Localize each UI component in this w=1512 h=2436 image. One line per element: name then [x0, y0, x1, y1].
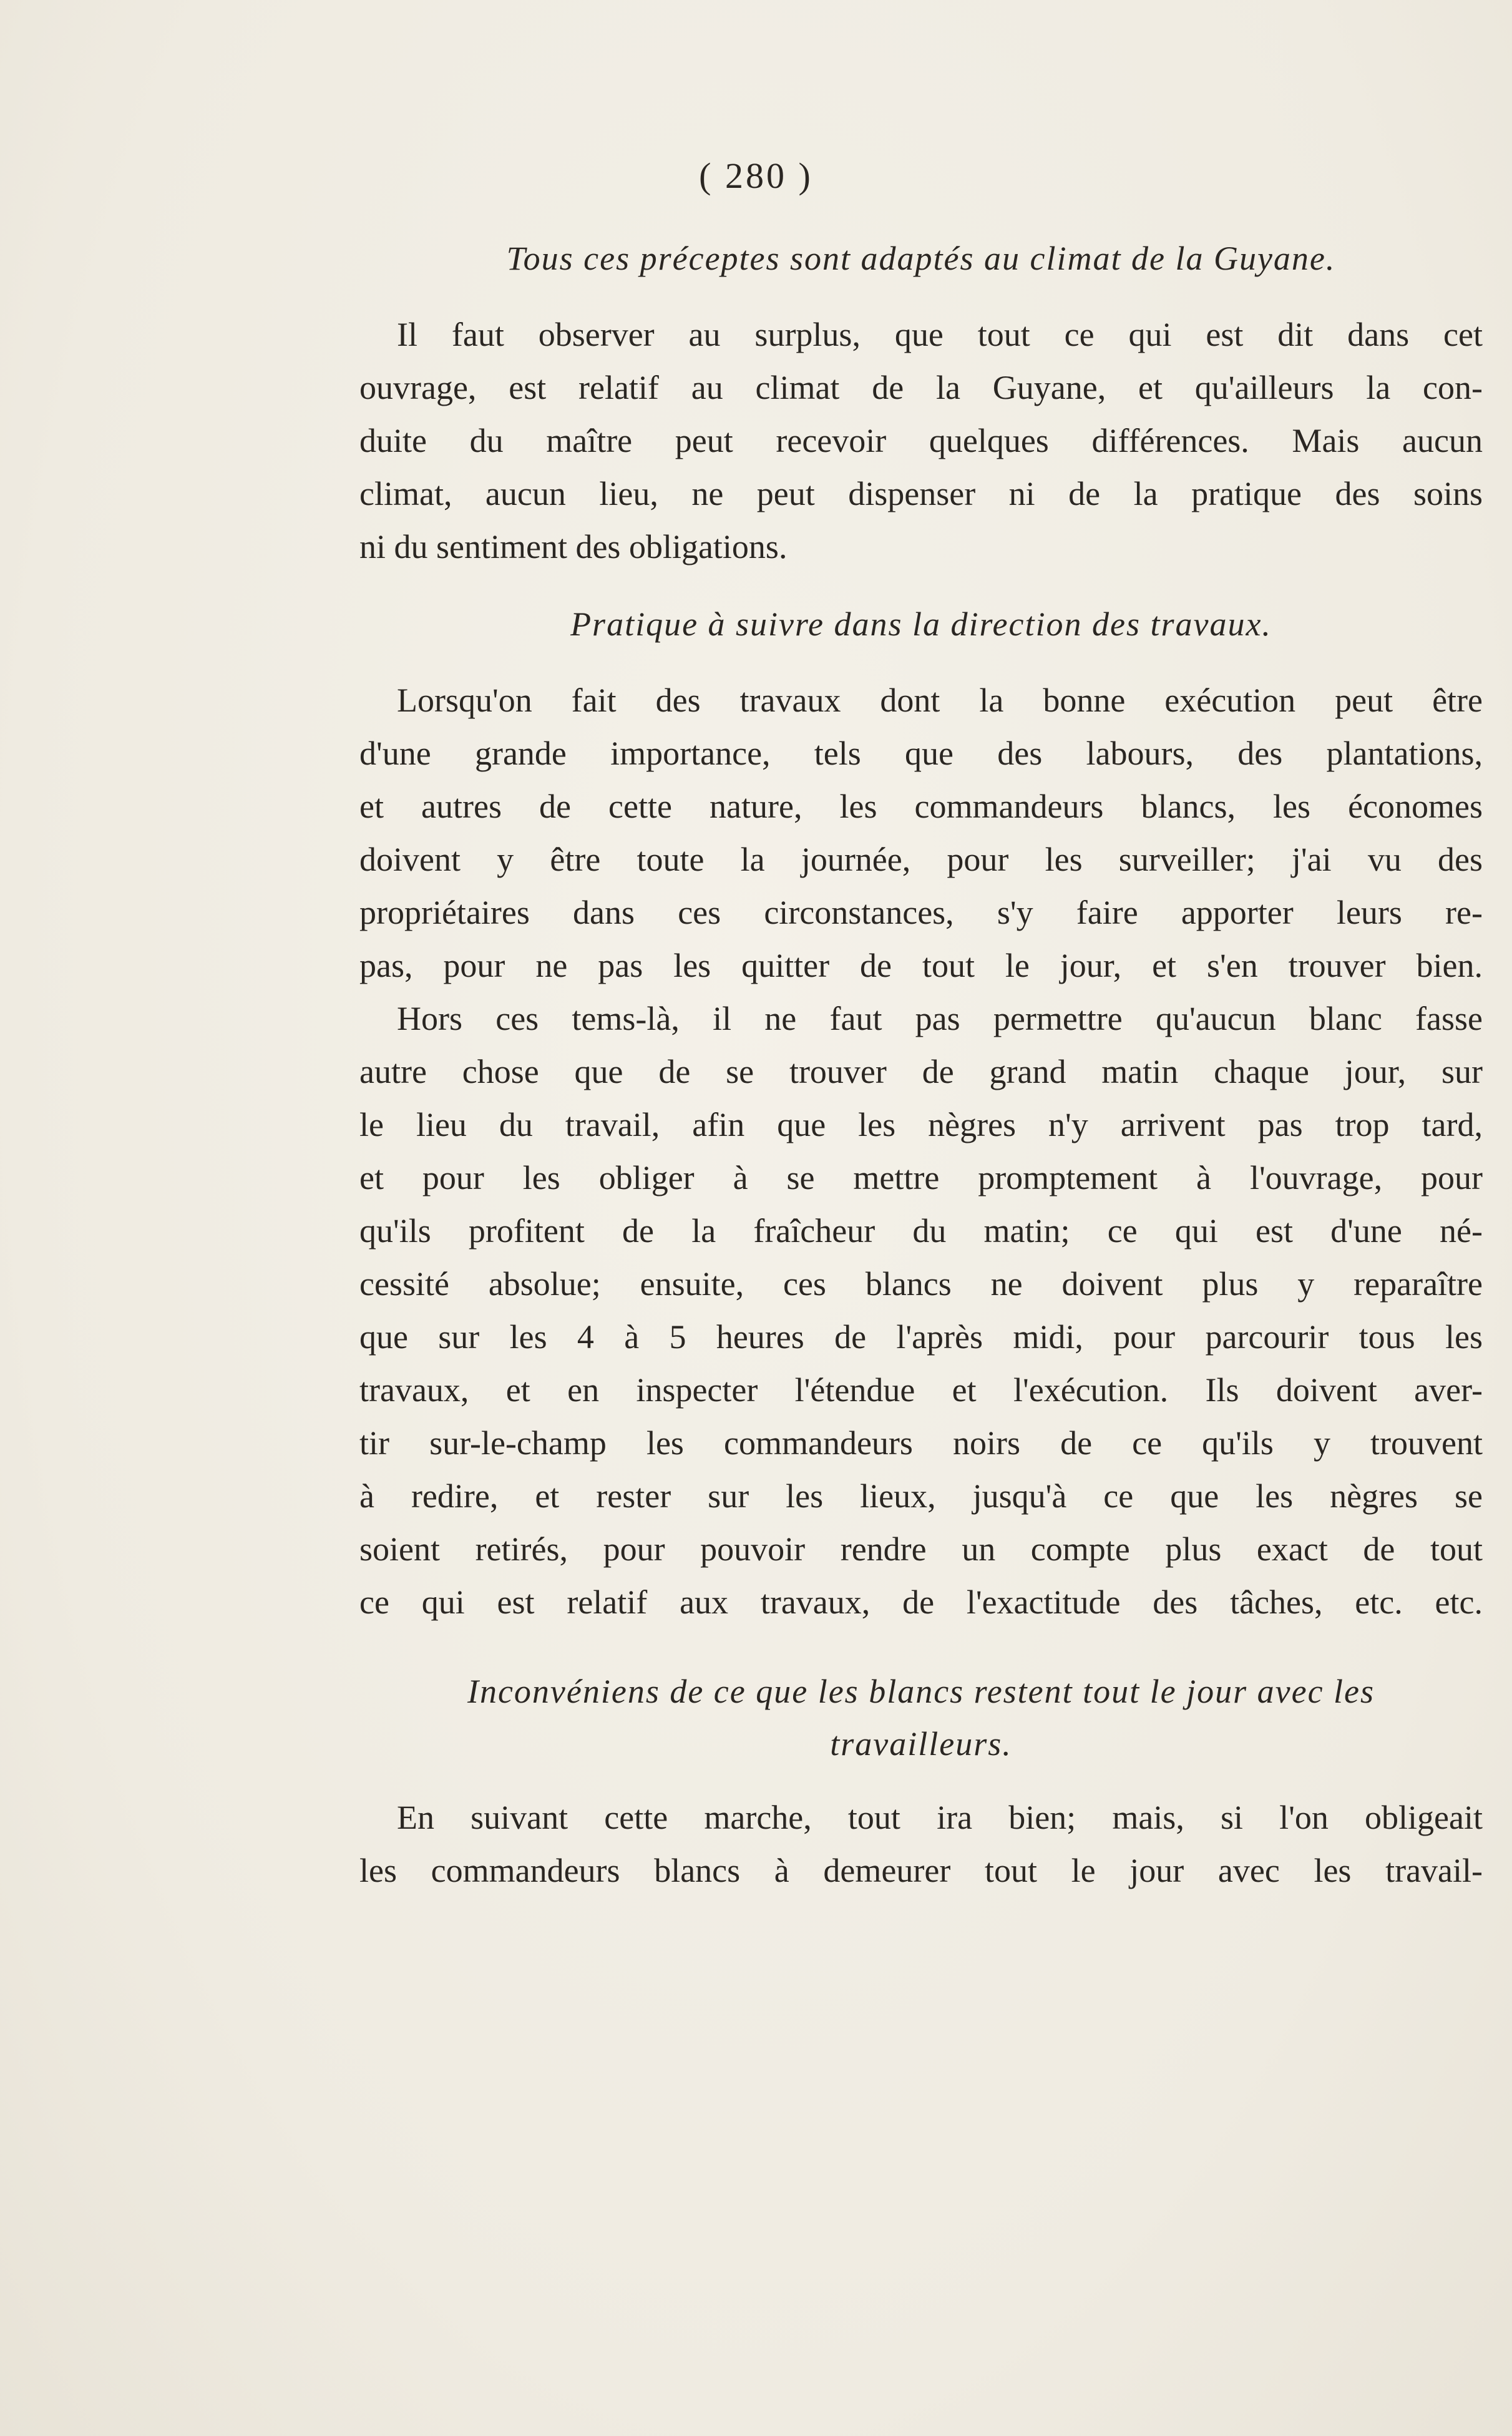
- heading-climate: [359, 232, 1483, 285]
- text-line: ce qui est relatif aux travaux, de l'exactitude des tâches, etc. etc.: [359, 1583, 1483, 1621]
- text-line: tir sur-le-champ les commandeurs noirs de ce qu'ils y trouvent: [359, 1424, 1483, 1462]
- section-heading-line: travailleurs.: [830, 1725, 1012, 1763]
- text-line: climat, aucun lieu, ne peut dispenser ni de la pratique des soins: [359, 475, 1483, 512]
- heading-practice: [359, 598, 1483, 650]
- paragraph-climate: [359, 308, 1483, 574]
- paragraph-practice: [359, 674, 1483, 1629]
- section-heading-line: Inconvéniens de ce que les blancs restent tout le jour avec les: [467, 1673, 1375, 1710]
- text-line: ni du sentiment des obligations.: [359, 528, 788, 565]
- text-line: doivent y être toute la journée, pour les surveiller; j'ai vu des: [359, 841, 1483, 878]
- text-line: et autres de cette nature, les commandeurs blancs, les économes: [359, 788, 1483, 825]
- text-line: autre chose que de se trouver de grand matin chaque jour, sur: [359, 1053, 1483, 1090]
- text-line: d'une grande importance, tels que des labours, des plantations,: [359, 735, 1483, 772]
- text-line: En suivant cette marche, tout ira bien; mais, si l'on obligeait: [397, 1799, 1483, 1836]
- text-line: le lieu du travail, afin que les nègres n'y arrivent pas trop tard,: [359, 1106, 1483, 1143]
- text-line: travaux, et en inspecter l'étendue et l'exécution. Ils doivent aver-: [359, 1371, 1483, 1409]
- text-line: soient retirés, pour pouvoir rendre un compte plus exact de tout: [359, 1530, 1483, 1568]
- text-line: qu'ils profitent de la fraîcheur du matin; ce qui est d'une né-: [359, 1212, 1483, 1250]
- page-number: ( 280 ): [699, 155, 813, 196]
- text-line: cessité absolue; ensuite, ces blancs ne doivent plus y reparaître: [359, 1265, 1483, 1303]
- text-line: Il faut observer au surplus, que tout ce qui est dit dans cet: [397, 316, 1483, 353]
- text-line: ouvrage, est relatif au climat de la Guyane, et qu'ailleurs la con-: [359, 369, 1483, 406]
- heading-inconveniences: [359, 1665, 1483, 1770]
- text-line: Hors ces tems-là, il ne faut pas permettre qu'aucun blanc fasse: [397, 1000, 1483, 1037]
- section-heading: Tous ces préceptes sont adaptés au climat de la Guyane.: [506, 240, 1336, 277]
- text-line: duite du maître peut recevoir quelques différences. Mais aucun: [359, 422, 1483, 459]
- text-line: les commandeurs blancs à demeurer tout le jour avec les travail-: [359, 1852, 1483, 1889]
- paragraph-inconveniences: [359, 1791, 1483, 1897]
- text-line: et pour les obliger à se mettre promptement à l'ouvrage, pour: [359, 1159, 1483, 1196]
- text-line: propriétaires dans ces circonstances, s'y faire apporter leurs re-: [359, 894, 1483, 931]
- text-line: que sur les 4 à 5 heures de l'après midi, pour parcourir tous les: [359, 1318, 1483, 1356]
- text-line: pas, pour ne pas les quitter de tout le jour, et s'en trouver bien.: [359, 947, 1483, 984]
- section-heading: Pratique à suivre dans la direction des travaux.: [570, 605, 1272, 643]
- text-line: à redire, et rester sur les lieux, jusqu'à ce que les nègres se: [359, 1477, 1483, 1515]
- text-line: Lorsqu'on fait des travaux dont la bonne exécution peut être: [397, 682, 1483, 719]
